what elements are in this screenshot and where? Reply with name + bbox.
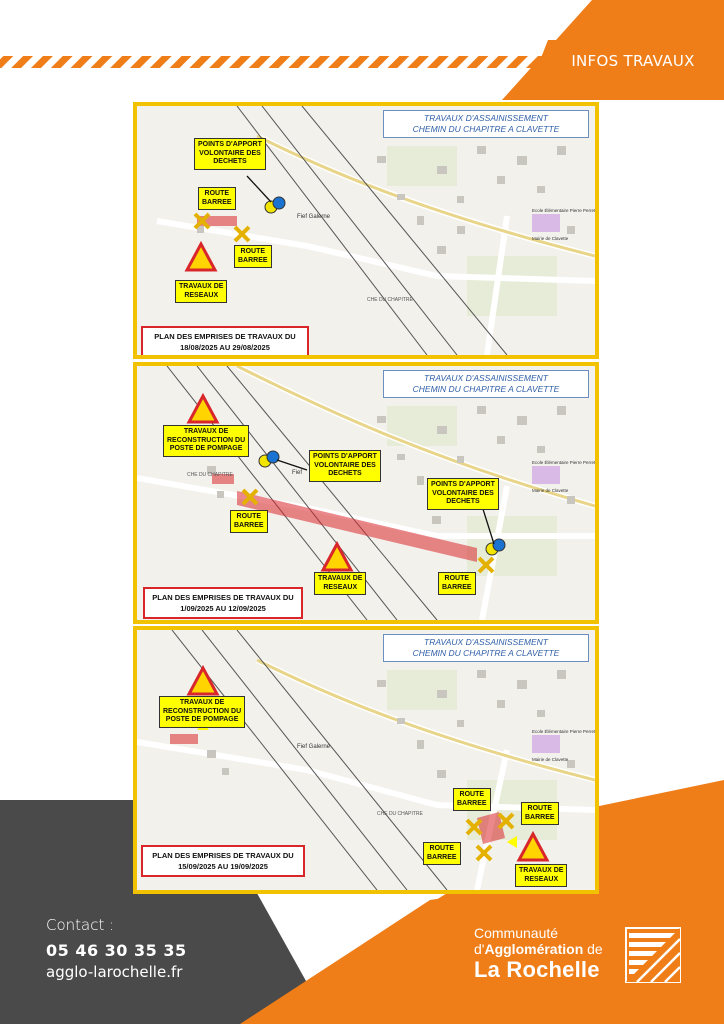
label-travaux-poste [159,696,245,728]
label-travaux-poste [163,425,249,457]
plan-line2: 18/08/2025 AU 29/08/2025 [180,343,270,352]
label-text: TRAVAUX DE RECONSTRUCTION DU POSTE DE POMPAGE [167,428,246,452]
header-stripe-band [0,0,724,100]
map-street-label: Fief [292,470,303,476]
label-travaux-reseaux [314,572,366,595]
plan-dates-box [141,845,305,877]
panel-title-box [383,370,589,398]
plan-dates-box [141,326,309,358]
map-mairie-label: Mairie de Clavette [532,488,569,493]
label-text: ROUTE BARREE [234,513,264,529]
label-text: POINTS D'APPORT VOLONTAIRE DES DECHETS [431,481,495,505]
panel-title-box [383,110,589,138]
map-panel-3 [133,626,599,894]
label-route-barree [521,802,559,825]
contact-label: Contact : [46,916,115,934]
map-street-label: Fief Galerne [297,214,331,220]
plan-line1: PLAN DES EMPRISES DE TRAVAUX DU [154,332,296,341]
label-points-apport [309,450,381,482]
panel-title-box [383,634,589,662]
logo-line2-bold: Agglomération [484,941,584,957]
label-route-barree [453,788,491,811]
map-panel-1 [133,102,599,359]
logo-line3: La Rochelle [474,957,600,982]
label-points-apport [427,478,499,510]
label-text: TRAVAUX DE RESEAUX [519,867,564,883]
panel-title-line1: TRAVAUX D'ASSAINISSEMENT [424,637,548,647]
panel-title-line2: CHEMIN DU CHAPITRE A CLAVETTE [412,384,560,394]
logo-line2 [474,941,603,957]
label-text: ROUTE BARREE [525,805,555,821]
label-route-barree [438,572,476,595]
map-street-label: Fief Galerne [297,744,331,750]
label-text: ROUTE BARREE [427,845,457,861]
label-route-barree [198,187,236,210]
label-text: ROUTE BARREE [238,248,268,264]
logo-line2-prefix: d' [474,941,485,957]
map-school-label: Ecole Élémentaire Pierre Perret [532,460,595,465]
label-text: TRAVAUX DE RECONSTRUCTION DU POSTE DE POMPAGE [163,699,242,723]
logo-line1: Communauté [474,925,559,941]
logo-line2-suffix: de [583,941,603,957]
map-road-label: CHE DU CHAPITRE [377,811,423,817]
label-travaux-reseaux [175,280,227,303]
contact-phone[interactable]: 05 46 30 35 35 [46,941,187,960]
label-text: ROUTE BARREE [202,190,232,206]
label-text: POINTS D'APPORT VOLONTAIRE DES DECHETS [313,453,377,477]
label-route-barree [423,842,461,865]
plan-line2: 1/09/2025 AU 12/09/2025 [180,604,266,613]
panel-title-line1: TRAVAUX D'ASSAINISSEMENT [424,113,548,123]
plan-line2: 15/09/2025 AU 19/09/2025 [178,862,268,871]
label-text: TRAVAUX DE RESEAUX [179,283,224,299]
agglo-logo-icon [625,927,681,983]
panel-title-line2: CHEMIN DU CHAPITRE A CLAVETTE [412,124,560,134]
panel-title-line1: TRAVAUX D'ASSAINISSEMENT [424,373,548,383]
header-title: INFOS TRAVAUX [571,52,695,70]
label-route-barree [234,245,272,268]
contact-website-link[interactable]: agglo-larochelle.fr [46,963,183,981]
panel-title-line2: CHEMIN DU CHAPITRE A CLAVETTE [412,648,560,658]
label-text: TRAVAUX DE RESEAUX [318,575,363,591]
plan-line1: PLAN DES EMPRISES DE TRAVAUX DU [152,593,294,602]
map-mairie-label: Mairie de Clavette [532,236,569,241]
map-school-label: Ecole Élémentaire Pierre Perret [532,208,595,213]
map-panel-2 [133,362,599,624]
plan-dates-box [143,587,303,619]
map-school-label: Ecole Élémentaire Pierre Perret [532,729,595,734]
label-route-barree [230,510,268,533]
map-mairie-label: Mairie de Clavette [532,757,569,762]
map-road-label: CHE DU CHAPITRE [187,472,233,478]
label-text: POINTS D'APPORT VOLONTAIRE DES DECHETS [198,141,262,165]
label-text: ROUTE BARREE [457,791,487,807]
label-points-apport [194,138,266,170]
plan-line1: PLAN DES EMPRISES DE TRAVAUX DU [152,851,294,860]
map-road-label: CHE DU CHAPITRE [367,297,413,303]
label-text: ROUTE BARREE [442,575,472,591]
label-travaux-reseaux [515,864,567,887]
